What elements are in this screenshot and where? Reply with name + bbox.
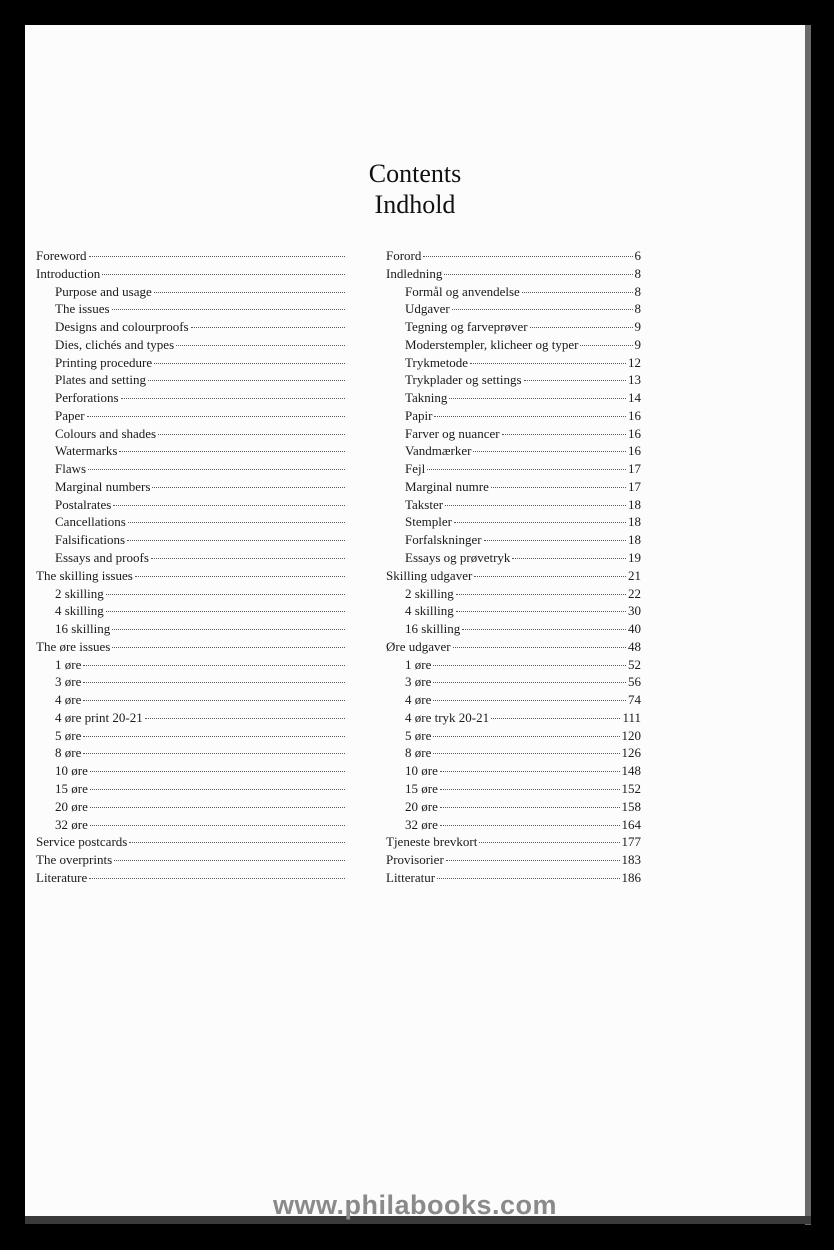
- dot-leader: [112, 629, 345, 630]
- toc-entry-label: Introduction: [36, 265, 101, 281]
- toc-entry: [36, 727, 347, 745]
- toc-entry-label: Watermarks: [55, 443, 118, 459]
- toc-entry-page-number: 111: [622, 709, 641, 725]
- toc-entry: [386, 869, 641, 887]
- toc-entry: [36, 585, 347, 603]
- dot-leader: [83, 665, 345, 666]
- toc-entry: [36, 513, 347, 531]
- toc-entry-label: Dies, clichés and types: [55, 336, 175, 352]
- toc-entry-label: Forfalskninger: [405, 532, 482, 548]
- toc-entry: [386, 798, 641, 816]
- toc-entry: [36, 531, 347, 549]
- toc-entry: [36, 602, 347, 620]
- dot-leader: [456, 594, 626, 595]
- toc-entry: [386, 656, 641, 674]
- toc-entry-label: 4 skilling: [55, 603, 104, 619]
- dot-leader: [434, 416, 626, 417]
- dot-leader: [90, 825, 345, 826]
- toc-entry-label: 32 øre: [405, 816, 438, 832]
- toc-entry: [386, 709, 641, 727]
- toc-entry-label: Farver og nuancer: [405, 425, 500, 441]
- toc-entry-page-number: 148: [621, 763, 641, 779]
- toc-entry-label: Vandmærker: [405, 443, 472, 459]
- dot-leader: [88, 469, 345, 470]
- toc-entry: [386, 425, 641, 443]
- toc-entry: [36, 300, 347, 318]
- toc-entry-page-number: 74: [628, 692, 641, 708]
- toc-entry-label: 15 øre: [55, 780, 88, 796]
- dot-leader: [427, 469, 626, 470]
- toc-entry: [386, 318, 641, 336]
- toc-entry: [386, 442, 641, 460]
- dot-leader: [83, 736, 345, 737]
- toc-danish-column: [386, 247, 641, 887]
- toc-entry-page-number: 126: [621, 745, 641, 761]
- toc-entry-label: 4 skilling: [405, 603, 454, 619]
- toc-entry-label: Takster: [405, 496, 444, 512]
- toc-entry-label: Moderstempler, klicheer og typer: [405, 336, 579, 352]
- dot-leader: [176, 345, 345, 346]
- toc-entry-label: Perforations: [55, 390, 119, 406]
- toc-entry-label: Colours and shades: [55, 425, 157, 441]
- toc-entry: [386, 531, 641, 549]
- toc-entry: [36, 265, 347, 283]
- dot-leader: [106, 611, 345, 612]
- toc-entry-page-number: 48: [628, 638, 641, 654]
- toc-entry-page-number: 8: [634, 283, 641, 299]
- toc-entry: [36, 656, 347, 674]
- dot-leader: [473, 451, 626, 452]
- toc-entry: [36, 620, 347, 638]
- toc-entry: [386, 496, 641, 514]
- toc-entry: [36, 762, 347, 780]
- dot-leader: [433, 753, 619, 754]
- toc-entry-label: Indledning: [386, 265, 443, 281]
- toc-entry-label: Tjeneste brevkort: [386, 834, 478, 850]
- toc-entry-label: Literature: [36, 869, 88, 885]
- toc-entry: [36, 354, 347, 372]
- dot-leader: [456, 611, 626, 612]
- dot-leader: [530, 327, 633, 328]
- toc-entry-label: 4 øre print 20-21: [55, 709, 143, 725]
- toc-entry-label: 1 øre: [405, 656, 432, 672]
- dot-leader: [445, 505, 626, 506]
- toc-entry-page-number: 186: [621, 869, 641, 885]
- dot-leader: [191, 327, 345, 328]
- toc-entry-page-number: 18: [628, 514, 641, 530]
- dot-leader: [462, 629, 626, 630]
- toc-entry-label: 4 øre tryk 20-21: [405, 709, 490, 725]
- dot-leader: [491, 718, 620, 719]
- toc-entry-label: 2 skilling: [55, 585, 104, 601]
- dot-leader: [128, 522, 345, 523]
- toc-entry: [36, 478, 347, 496]
- dot-leader: [119, 451, 345, 452]
- toc-entry: [386, 585, 641, 603]
- toc-entry-label: 4 øre: [405, 692, 432, 708]
- dot-leader: [454, 522, 626, 523]
- dot-leader: [484, 540, 626, 541]
- toc-entry-page-number: 18: [628, 496, 641, 512]
- toc-entry-label: 3 øre: [405, 674, 432, 690]
- toc-entry-label: 10 øre: [55, 763, 88, 779]
- indhold-title: Indhold: [374, 190, 456, 219]
- toc-entry: [386, 407, 641, 425]
- toc-entry-label: 3 øre: [55, 674, 82, 690]
- toc-entry: [386, 673, 641, 691]
- toc-entry: [36, 389, 347, 407]
- dot-leader: [106, 594, 345, 595]
- toc-entry: [386, 691, 641, 709]
- dot-leader: [83, 753, 345, 754]
- toc-entry-label: Foreword: [36, 248, 87, 263]
- dot-leader: [444, 274, 632, 275]
- toc-entry-page-number: 21: [628, 567, 641, 583]
- toc-entry: [386, 513, 641, 531]
- dot-leader: [449, 398, 626, 399]
- toc-entry: [36, 425, 347, 443]
- toc-entry-page-number: 18: [628, 532, 641, 548]
- dot-leader: [102, 274, 345, 275]
- toc-entry-page-number: 158: [621, 798, 641, 814]
- dot-leader: [470, 363, 626, 364]
- toc-entry: [386, 744, 641, 762]
- dot-leader: [114, 860, 345, 861]
- toc-entry: [386, 283, 641, 301]
- toc-entry-label: Udgaver: [405, 301, 450, 317]
- toc-entry-label: 8 øre: [55, 745, 82, 761]
- toc-entry-label: Essays og prøvetryk: [405, 550, 511, 566]
- dot-leader: [433, 665, 626, 666]
- toc-entry-page-number: 183: [621, 852, 641, 868]
- toc-entry: [36, 673, 347, 691]
- toc-entry-page-number: 164: [621, 816, 641, 832]
- toc-entry-page-number: 177: [621, 834, 641, 850]
- dot-leader: [437, 878, 619, 879]
- toc-entry-page-number: 56: [628, 674, 641, 690]
- toc-entry: [386, 727, 641, 745]
- dot-leader: [87, 416, 345, 417]
- toc-entry-label: 5 øre: [405, 727, 432, 743]
- toc-entry-label: The øre issues: [36, 638, 111, 654]
- toc-entry-label: 10 øre: [405, 763, 438, 779]
- toc-entry: [386, 780, 641, 798]
- toc-entry-label: 2 skilling: [405, 585, 454, 601]
- toc-entry-label: 16 skilling: [55, 621, 111, 637]
- toc-entry: [386, 265, 641, 283]
- dot-leader: [158, 434, 345, 435]
- dot-leader: [474, 576, 626, 577]
- toc-entry-label: Provisorier: [386, 852, 444, 868]
- toc-entry-label: The issues: [55, 301, 110, 317]
- toc-entry: [386, 389, 641, 407]
- toc-entry-label: 1 øre: [55, 656, 82, 672]
- toc-entry-label: The overprints: [36, 852, 113, 868]
- toc-entry-label: Trykplader og settings: [405, 372, 522, 388]
- toc-entry: [36, 318, 347, 336]
- toc-english-column: [36, 247, 347, 887]
- toc-entry: [386, 300, 641, 318]
- toc-entry: [386, 460, 641, 478]
- dot-leader: [89, 256, 345, 257]
- toc-entry-label: Papir: [405, 407, 433, 423]
- toc-entry: [36, 798, 347, 816]
- toc-entry: [386, 833, 641, 851]
- dot-leader: [148, 380, 345, 381]
- toc-entry-label: Tegning og farveprøver: [405, 319, 528, 335]
- dot-leader: [135, 576, 345, 577]
- toc-entry: [386, 638, 641, 656]
- toc-entry: [36, 567, 347, 585]
- toc-entry-label: 15 øre: [405, 780, 438, 796]
- toc-entry: [36, 780, 347, 798]
- toc-entry: [386, 816, 641, 834]
- toc-entry-page-number: 9: [634, 319, 641, 335]
- toc-entry-page-number: 8: [634, 265, 641, 281]
- toc-entry-page-number: 12: [628, 354, 641, 370]
- dot-leader: [151, 558, 345, 559]
- toc-entry-label: 5 øre: [55, 727, 82, 743]
- toc-entry-label: Formål og anvendelse: [405, 283, 520, 299]
- toc-entry: [36, 442, 347, 460]
- toc-entry: [36, 549, 347, 567]
- dot-leader: [112, 647, 345, 648]
- toc-entry: [36, 371, 347, 389]
- toc-entry-label: Service postcards: [36, 834, 128, 850]
- dot-leader: [440, 771, 620, 772]
- toc-entry-label: Designs and colourproofs: [55, 319, 189, 335]
- toc-entry-label: 4 øre: [55, 692, 82, 708]
- toc-entry-label: Paper: [55, 407, 85, 423]
- toc-entry-label: The skilling issues: [36, 567, 133, 583]
- dot-leader: [121, 398, 345, 399]
- toc-entry-label: Purpose and usage: [55, 283, 152, 299]
- contents-title: Contents: [368, 159, 462, 188]
- dot-leader: [113, 505, 345, 506]
- toc-entry-label: 20 øre: [55, 798, 88, 814]
- dot-leader: [479, 842, 619, 843]
- toc-entry: [386, 354, 641, 372]
- dot-leader: [440, 807, 620, 808]
- toc-entry-label: Stempler: [405, 514, 452, 530]
- dot-leader: [524, 380, 626, 381]
- toc-entry: [386, 602, 641, 620]
- dot-leader: [502, 434, 626, 435]
- toc-entry-label: Falsifications: [55, 532, 126, 548]
- toc-entry-page-number: 19: [628, 550, 641, 566]
- toc-entry-label: 8 øre: [405, 745, 432, 761]
- toc-entry: [36, 816, 347, 834]
- dot-leader: [90, 807, 345, 808]
- dot-leader: [145, 718, 345, 719]
- dot-leader: [90, 771, 345, 772]
- toc-entry-label: 20 øre: [405, 798, 438, 814]
- toc-entry-label: Printing procedure: [55, 354, 153, 370]
- toc-entry: [36, 691, 347, 709]
- toc-entry: [36, 638, 347, 656]
- toc-entry-page-number: 30: [628, 603, 641, 619]
- dot-leader: [433, 682, 626, 683]
- toc-entry-page-number: 9: [634, 336, 641, 352]
- toc-entry-page-number: 17: [628, 461, 641, 477]
- toc-entry-label: Marginal numre: [405, 478, 489, 494]
- dot-leader: [433, 736, 619, 737]
- toc-entry: [36, 460, 347, 478]
- toc-entry: [386, 549, 641, 567]
- toc-entry-page-number: 16: [628, 425, 641, 441]
- dot-leader: [452, 309, 633, 310]
- page-edge-shadow: [805, 25, 811, 1225]
- dot-leader: [423, 256, 632, 257]
- toc-entry: [36, 496, 347, 514]
- toc-entry-page-number: 16: [628, 443, 641, 459]
- toc-entry: [36, 869, 347, 887]
- toc-entry-label: Trykmetode: [405, 354, 469, 370]
- dot-leader: [90, 789, 345, 790]
- toc-entry-label: Cancellations: [55, 514, 126, 530]
- dot-leader: [89, 878, 345, 879]
- toc-entry-label: 16 skilling: [405, 621, 461, 637]
- dot-leader: [154, 292, 345, 293]
- dot-leader: [83, 682, 345, 683]
- toc-entry-label: Øre udgaver: [386, 638, 451, 654]
- dot-leader: [129, 842, 345, 843]
- toc-entry: [386, 851, 641, 869]
- watermark-url: www.philabooks.com: [272, 1190, 558, 1220]
- toc-entry-label: Fejl: [405, 461, 426, 477]
- toc-entry: [36, 407, 347, 425]
- toc-entry-page-number: 22: [628, 585, 641, 601]
- dot-leader: [440, 825, 620, 826]
- toc-entry-label: Postalrates: [55, 496, 112, 512]
- dot-leader: [112, 309, 345, 310]
- toc-entry-page-number: 13: [628, 372, 641, 388]
- toc-entry-label: Flaws: [55, 461, 87, 477]
- toc-entry-page-number: 14: [628, 390, 641, 406]
- toc-entry: [386, 567, 641, 585]
- dot-leader: [83, 700, 345, 701]
- toc-entry-label: Takning: [405, 390, 448, 406]
- toc-entry-label: Plates and setting: [55, 372, 146, 388]
- dot-leader: [491, 487, 626, 488]
- dot-leader: [152, 487, 345, 488]
- dot-leader: [127, 540, 345, 541]
- toc-entry-label: Marginal numbers: [55, 478, 151, 494]
- toc-entry: [386, 247, 641, 265]
- toc-entry-label: Skilling udgaver: [386, 567, 473, 583]
- toc-entry-page-number: 40: [628, 621, 641, 637]
- dot-leader: [446, 860, 620, 861]
- toc-entry-page-number: 8: [634, 301, 641, 317]
- toc-entry: [36, 709, 347, 727]
- toc-entry: [386, 620, 641, 638]
- toc-entry: [386, 762, 641, 780]
- toc-entry-page-number: 16: [628, 407, 641, 423]
- toc-entry-page-number: 152: [621, 780, 641, 796]
- toc-entry-label: 32 øre: [55, 816, 88, 832]
- toc-entry: [36, 851, 347, 869]
- toc-entry-page-number: 52: [628, 656, 641, 672]
- toc-entry: [386, 336, 641, 354]
- toc-entry: [36, 247, 347, 265]
- toc-entry: [386, 478, 641, 496]
- dot-leader: [512, 558, 626, 559]
- toc-entry-page-number: 17: [628, 478, 641, 494]
- toc-entry-label: Litteratur: [386, 869, 436, 885]
- dot-leader: [154, 363, 345, 364]
- dot-leader: [433, 700, 626, 701]
- toc-entry-page-number: 6: [634, 248, 641, 263]
- toc-entry-label: Essays and proofs: [55, 550, 149, 566]
- dot-leader: [580, 345, 632, 346]
- dot-leader: [440, 789, 620, 790]
- dot-leader: [453, 647, 626, 648]
- toc-entry-label: Forord: [386, 248, 422, 263]
- toc-entry: [36, 744, 347, 762]
- toc-entry: [386, 371, 641, 389]
- dot-leader: [522, 292, 633, 293]
- toc-entry-page-number: 120: [621, 727, 641, 743]
- toc-entry: [36, 336, 347, 354]
- toc-entry: [36, 833, 347, 851]
- toc-entry: [36, 283, 347, 301]
